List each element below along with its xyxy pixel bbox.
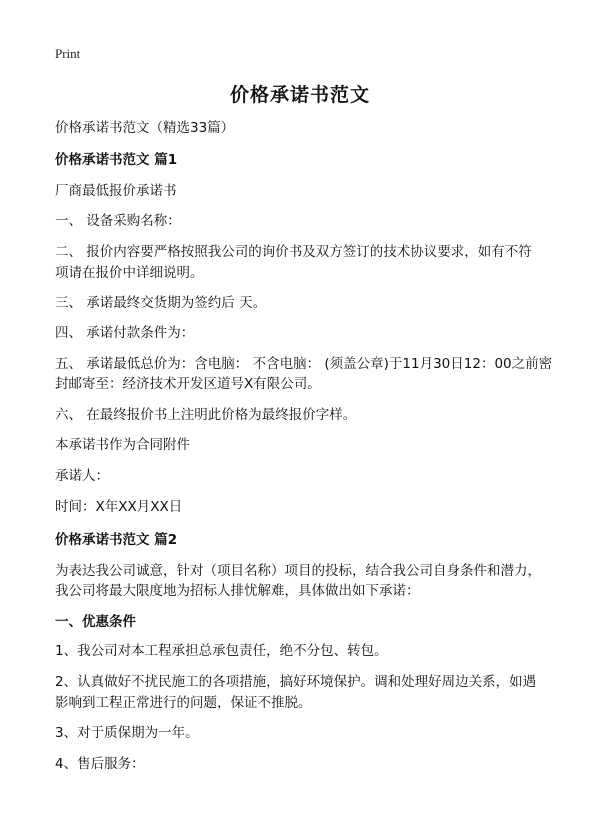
section1-heading: 价格承诺书范文 篇1 <box>55 152 178 168</box>
section1-item5-line2: 封邮寄至：经济技术开发区道号X有限公司。 <box>55 376 321 392</box>
section1-promisor: 承诺人： <box>55 468 109 484</box>
section2-sub-heading: 一、优惠条件 <box>55 614 136 630</box>
section1-subtitle: 厂商最低报价承诺书 <box>55 183 177 199</box>
section1-item2-line1: 二、 报价内容要严格按照我公司的询价书及双方签订的技术协议要求，如有不符 <box>55 244 532 260</box>
section1-attachment-note: 本承诺书作为合同附件 <box>55 437 190 453</box>
section2-point1: 1、我公司对本工程承担总承包责任，绝不分包、转包。 <box>55 643 388 659</box>
section2-point2-line2: 影响到工程正常进行的问题，保证不推脱。 <box>55 695 312 711</box>
section2-heading: 价格承诺书范文 篇2 <box>55 532 178 548</box>
section2-intro-line2: 我公司将最大限度地为招标人排忧解难，具体做出如下承诺： <box>55 583 420 599</box>
print-label: Print <box>55 46 81 61</box>
section1-item2-line2: 项请在报价中详细说明。 <box>55 265 204 281</box>
section2-intro-line1: 为表达我公司诚意，针对（项目名称）项目的投标，结合我公司自身条件和潜力， <box>55 563 541 579</box>
section1-item3: 三、 承诺最终交货期为签约后 天。 <box>55 295 267 311</box>
section1-item1: 一、 设备采购名称： <box>55 213 181 229</box>
section1-date: 时间：X年XX月XX日 <box>55 499 183 515</box>
section2-point3: 3、对于质保期为一年。 <box>55 725 199 741</box>
section1-item4: 四、 承诺付款条件为： <box>55 325 195 341</box>
section2-point4: 4、售后服务： <box>55 756 145 772</box>
intro-line: 价格承诺书范文（精选33篇） <box>55 120 235 136</box>
section1-item6: 六、 在最终报价书上注明此价格为最终报价字样。 <box>55 407 357 423</box>
section2-point2-line1: 2、认真做好不扰民施工的各项措施，搞好环境保护。调和处理好周边关系，如遇 <box>55 674 537 690</box>
page-title: 价格承诺书范文 <box>229 84 370 106</box>
section1-item5-line1: 五、 承诺最低总价为：含电脑： 不含电脑： (须盖公章)于11月30日12：00之前密 <box>55 356 553 372</box>
